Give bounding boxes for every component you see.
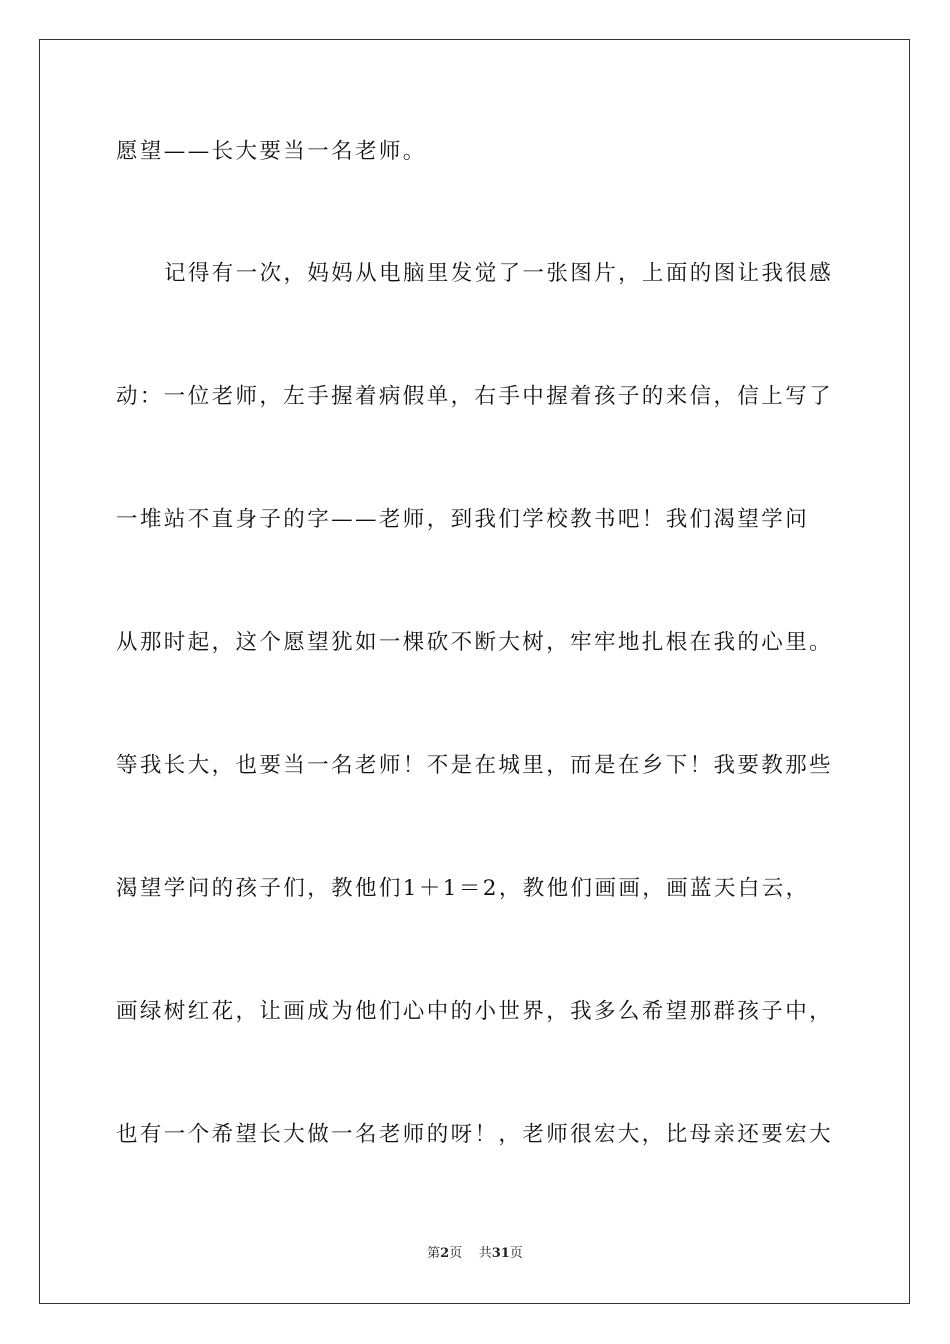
- text-line-9: 也有一个希望长大做一名老师的呀！，老师很宏大，比母亲还要宏大: [116, 1122, 834, 1147]
- text-line-5: 从那时起，这个愿望犹如一棵砍不断大树，牢牢地扎根在我的心里。: [116, 630, 834, 655]
- text-line-3: 动：一位老师，左手握着病假单，右手中握着孩子的来信，信上写了: [116, 384, 834, 409]
- total-pages-label: 共31页: [478, 1246, 523, 1261]
- text-line-7: 渴望学问的孩子们，教他们1＋1＝2，教他们画画，画蓝天白云，: [116, 876, 810, 901]
- text-line-8: 画绿树红花，让画成为他们心中的小世界，我多么希望那群孩子中，: [116, 999, 834, 1024]
- page-number: 2: [440, 1246, 450, 1261]
- text-line-2: 记得有一次，妈妈从电脑里发觉了一张图片，上面的图让我很感: [164, 261, 834, 286]
- page-label: 第2页: [427, 1246, 463, 1261]
- text-line-4: 一堆站不直身子的字——老师，到我们学校教书吧！我们渴望学问: [116, 507, 810, 532]
- page-border: [39, 39, 910, 1304]
- text-line-6: 等我长大，也要当一名老师！不是在城里，而是在乡下！我要教那些: [116, 753, 834, 778]
- page-footer: [0, 1244, 950, 1264]
- total-pages: 31: [491, 1246, 510, 1261]
- text-line-1: 愿望——长大要当一名老师。: [116, 139, 427, 164]
